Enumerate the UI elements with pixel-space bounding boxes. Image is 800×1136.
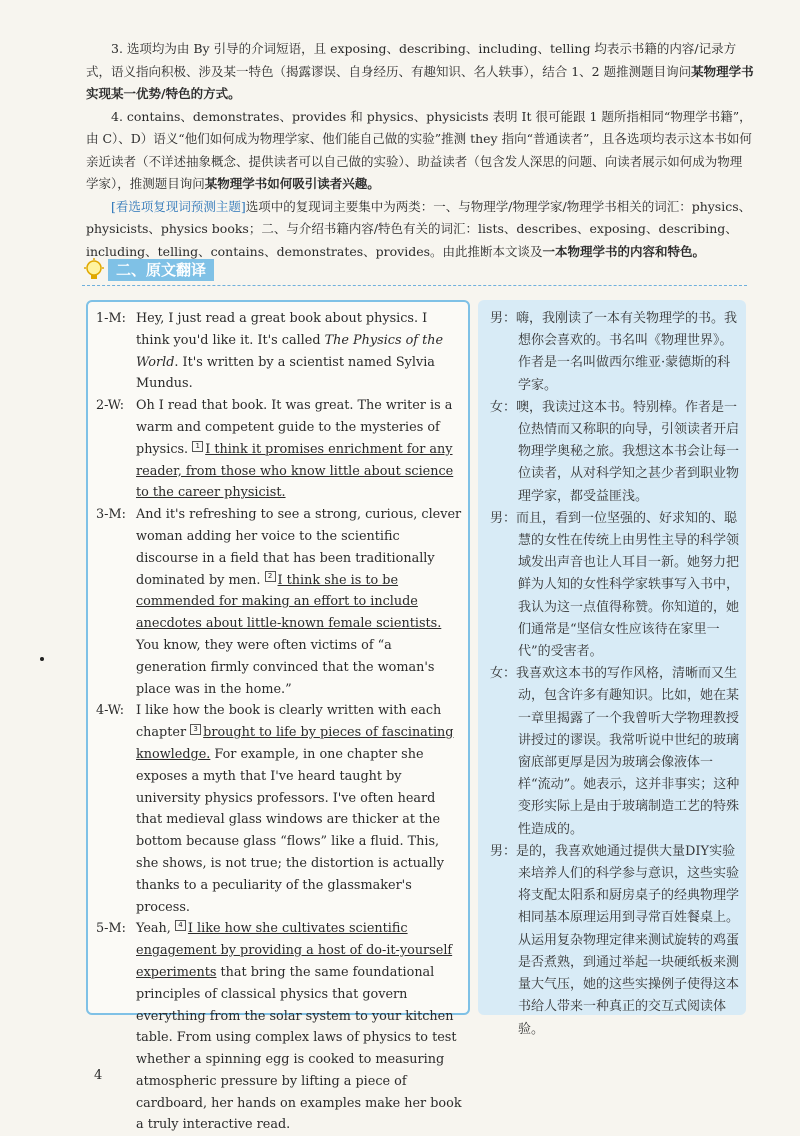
note-3-conclusion: 某物理学书实现某一优势/特色的方式。: [86, 63, 754, 101]
topic-tag: [看选项复现词预测主题]: [111, 198, 246, 214]
turn-text: Hey, I just read a great book about physics. I think you'd like it. It's called: [136, 311, 428, 348]
section-header: [82, 257, 747, 286]
answer-clue: I think she is to be commended for making an effort to include anecdotes about little-known female scientists.: [136, 572, 442, 632]
translation-turn: 女：我喜欢这本书的写作风格，清晰而又生动，包含许多有趣知识。比如，她在某一章里揭露了一个我曾听大学物理教授讲授过的谬误。我常听说中世纪的玻璃窗底部更厚是因为玻璃会像液体一样“流动”。她表示，这并非事实；这种变形实际上是由于玻璃制造工艺的特殊性造成的。: [490, 666, 740, 837]
topic-conclusion: 一本物理学书的内容和特色。: [542, 243, 706, 259]
turn-text: . It's written by a scientist named Sylvia Mundus.: [136, 354, 435, 392]
lightbulb-icon: [82, 257, 106, 283]
chinese-translation: [490, 308, 740, 1041]
translation-turn: 男：是的，我喜欢她通过提供大量DIY实验来培养人们的科学参与意识，这些实验将支配太阳系和厨房桌子的经典物理学相同基本原理运用到寻常百姓餐桌上。从运用复杂物理定律来测试旋转的鸡蛋是否煮熟，到通过举起一块硬纸板来测量大气压，她的这些实操例子使得这本书给人带来一种真正的交互式阅读体验。: [490, 843, 740, 1037]
dialogue-turn: [96, 395, 462, 504]
speaker-label: 1-M:: [96, 311, 126, 326]
turn-text: You know, they were often victims of “a generation firmly convinced that the woman's place was in the home.”: [136, 637, 435, 697]
topic-text: 选项中的复现词主要集中为两类：一、与物理学/物理学家/物理学书相关的词汇：physics、physicists、physics books；二、与介绍书籍内容/特色有关的词汇：lists、describes、exposing、describing、including、telling、contains、demonstrates、provides。由此推断本文谈及: [86, 198, 752, 259]
note-3-text: 3. 选项均为由 By 引导的介词短语，且 exposing、describing、including、telling 均表示书籍的内容/记录方式，语义指向积极、涉及某一特色（揭露谬误、自身经历、有趣知识、名人轶事），结合 1、2 题推测题目询问: [86, 41, 737, 79]
turn-text: And it's refreshing to see a strong, curious, clever woman adding her voice to the scientific discourse in a field that has been traditionally dominated by men.: [136, 507, 462, 588]
speaker-label: 2-W:: [96, 398, 125, 414]
answer-clue: brought to life by pieces of fascinating knowledge.: [136, 725, 454, 762]
answer-clue: I like how she cultivates scientific engagement by providing a host of do-it-yourself experiments: [136, 921, 453, 980]
dialogue-turn: [96, 308, 462, 395]
speaker-label: 3-M:: [96, 507, 126, 523]
note-topic: [86, 196, 754, 264]
question-marker: 2: [265, 571, 276, 582]
note-4: [86, 106, 754, 196]
margin-dot: [40, 657, 44, 661]
dialogue-turn: [96, 700, 462, 918]
question-marker: 1: [192, 441, 203, 452]
page-number: 4: [94, 1068, 103, 1083]
note-4-text: 4. contains、demonstrates、provides 和 physics、physicists 表明 It 很可能跟 1 题所指相同“物理学书籍”，由 C）、D）语义“他们如何成为物理学家、他们能自己做的实验”推测 they 指向“普通读者”，且各选项均表示这本书如何亲近读者（不详述抽象概念、提供读者可以自己做的实验）、助益读者（包含发人深思的问题、向读者展示如何成为物理学家），推测题目询问: [86, 108, 752, 191]
turn-text: I like how the book is clearly written with each chapter: [136, 703, 442, 741]
dialogue-turn: [96, 918, 462, 1136]
note-3: [86, 38, 754, 106]
speaker-label: 4-W:: [96, 703, 125, 719]
turn-text: For example, in one chapter she exposes a myth that I've heard taught by university physics professors. I've often heard that medieval glass windows are thicker at the bottom because glass “flows” like a fluid. This, she shows, is not true; the distortion is actually thanks to a peculiarity of the glassmaker's process.: [136, 746, 445, 915]
section-title: 二、原文翻译: [108, 259, 214, 281]
translation-turn: 女：噢，我读过这本书。特别棒。作者是一位热情而又称职的向导，引领读者开启物理学奥秘之旅。我想这本书会让每一位读者，从对科学知之甚少者到职业物理学家，都受益匪浅。: [490, 399, 740, 504]
answer-clue: I think it promises enrichment for any reader, from those who know little about science to the career physicist.: [136, 441, 454, 501]
speaker-label: 5-M:: [96, 921, 126, 937]
analysis-notes: [86, 38, 754, 263]
question-marker: 3: [190, 724, 201, 735]
dialogue-turn: [96, 504, 462, 700]
translation-turn: 男：嗨，我刚读了一本有关物理学的书。我想你会喜欢的。书名叫《物理世界》。作者是一名叫做西尔维亚·蒙德斯的科学家。: [490, 311, 738, 393]
note-4-conclusion: 某物理学书如何吸引读者兴趣。: [204, 176, 380, 191]
book-title: The Physics of the World: [136, 332, 444, 370]
turn-text: Yeah,: [136, 921, 175, 937]
question-marker: 4: [175, 920, 186, 931]
translation-turn: 男：而且，看到一位坚强的、好求知的、聪慧的女性在传统上由男性主导的科学领域发出声音也让人耳目一新。她努力把鲜为人知的女性科学家轶事写入书中，我认为这一点值得称赞。你知道的，她们通常是“坚信女性应该待在家里一代”的受害者。: [490, 510, 740, 660]
turn-text: that bring the same foundational principles of classical physics that govern everything from the solar system to your kitchen table. From using complex laws of physics to test whether a spinning egg is cooked to measuring atmospheric pressure by lifting a piece of cardboard, her hands on examples make her book a truly interactive read.: [136, 964, 462, 1133]
turn-text: Oh I read that book. It was great. The writer is a warm and competent guide to the mysteries of physics.: [136, 398, 453, 457]
english-transcript: [96, 308, 462, 1136]
